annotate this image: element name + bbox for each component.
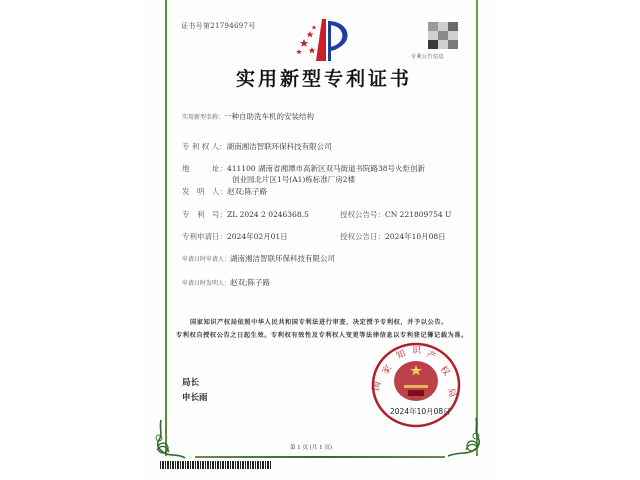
seal-date: 2024年10月08日 bbox=[390, 407, 451, 416]
svg-text:识: 识 bbox=[412, 346, 422, 356]
field-applicant-at-filing: 申请日时申请人：湖南湘洁智联环保科技有限公司 bbox=[182, 254, 336, 263]
field-inventor-at-filing: 申请日时发明人：赵双;陈子路 bbox=[182, 278, 271, 287]
svg-text:知: 知 bbox=[395, 348, 408, 362]
statement-line-2: 专利权自授权公告之日起生效。专利权有效性及专利权人变更等法律信息以专利登记簿记载为准。 bbox=[176, 332, 468, 339]
page-footer: 第 1 页 (共 1 页) bbox=[290, 445, 333, 451]
field-address: 地 址：411100 湖南省湘潭市高新区双马街道书院路38号火炬创新 bbox=[182, 164, 426, 173]
qr-label: 专利公告信息 bbox=[411, 54, 445, 60]
field-inventor: 发 明 人：赵双;陈子路 bbox=[182, 187, 268, 196]
field-grant-publication-date: 授权公告日：2024年10月08日 bbox=[340, 232, 446, 241]
border-bottom bbox=[195, 456, 445, 458]
barcode bbox=[160, 461, 272, 469]
signature-title: 局长 bbox=[182, 378, 200, 388]
border-right bbox=[476, 0, 478, 456]
field-grant-publication-number: 授权公告号：CN 221809754 U bbox=[340, 210, 452, 219]
svg-text:家: 家 bbox=[380, 363, 395, 377]
cnipa-logo-icon bbox=[290, 17, 360, 63]
field-address-line2: 创业园北片区1号(A1)栋标准厂房2楼 bbox=[232, 175, 356, 184]
field-application-date: 专利申请日：2024年02月01日 bbox=[182, 232, 288, 241]
field-patent-number: 专 利 号：ZL 2024 2 0246368.5 bbox=[182, 210, 309, 219]
signature-name: 申长雨 bbox=[182, 393, 208, 403]
qr-code[interactable] bbox=[428, 22, 458, 49]
ornament-corner-left-icon bbox=[153, 420, 187, 460]
svg-text:国: 国 bbox=[371, 380, 384, 392]
field-utility-name: 实用新型名称：一种自助洗车机的安装结构 bbox=[182, 112, 315, 121]
statement-line-1: 国家知识产权局依照中华人民共和国专利法进行审查，决定授予专利权，并予以公告。 bbox=[190, 319, 448, 326]
field-patentee: 专 利 权 人：湖南湘洁智联环保科技有限公司 bbox=[182, 142, 332, 151]
border-left bbox=[165, 0, 167, 456]
svg-text:权: 权 bbox=[437, 364, 452, 378]
svg-text:局: 局 bbox=[445, 387, 458, 399]
svg-text:产: 产 bbox=[424, 349, 438, 363]
certificate-number: 证书号第21794697号 bbox=[181, 22, 256, 30]
certificate-title: 实用新型专利证书 bbox=[236, 68, 413, 90]
official-seal-icon bbox=[370, 341, 462, 429]
